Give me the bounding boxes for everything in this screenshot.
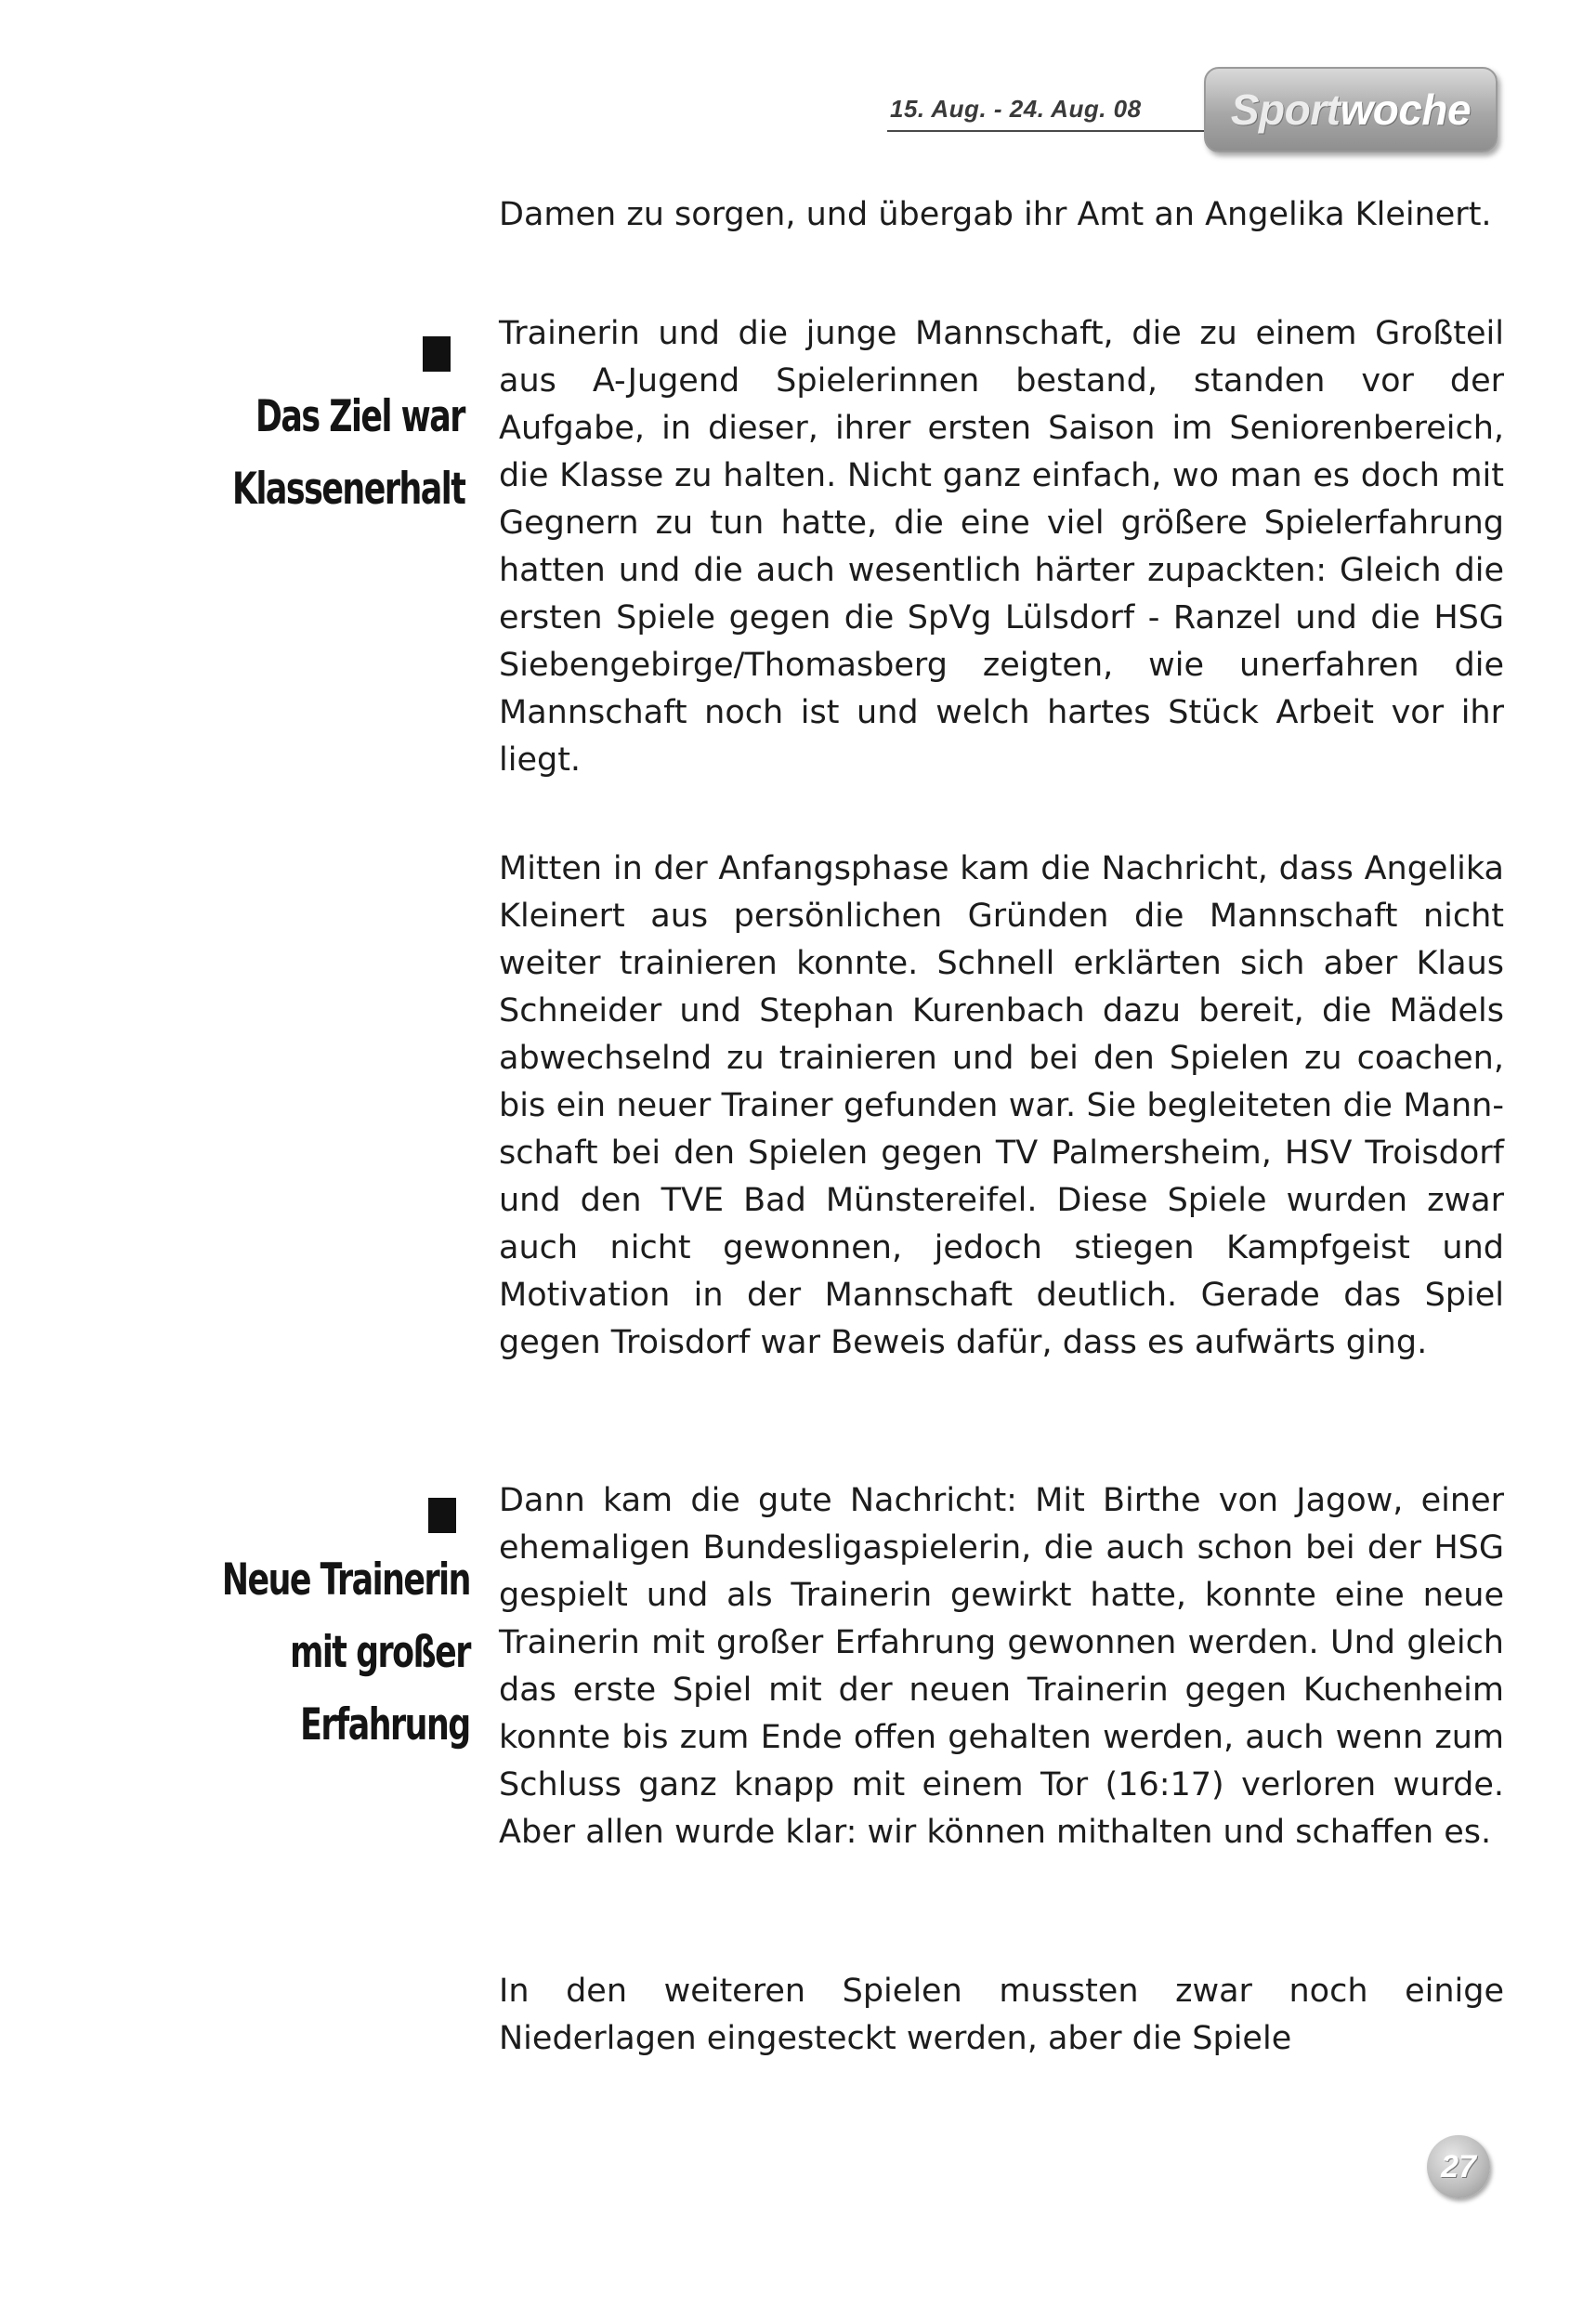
sidebar-heading-1 [139,381,464,530]
sidebar-heading-line: mit großer [290,1627,470,1678]
page-number-badge: 27 [1427,2135,1490,2198]
sidebar-heading-line: Erfahrung [300,1699,470,1751]
article-paragraph [499,191,1504,239]
logo-text-woche: woche [1340,85,1472,134]
paragraph-text: Dann kam die gute Nachricht: Mit Birthe von Jagow, einer ehemaligen Bundesligaspielerin, die auch schon bei der HSG gespielt und als Trainerin gewirkt hatte, konnte eine neue Trainerin mit großer Erfahrung gewonnen werden. Und gleich das erste Spiel mit der neuen Trainerin gegen Kuchenheim konnte bis zum Ende offen gehalten werden, auch wenn zum Schluss ganz knapp mit einem Tor (16:17) verloren wurde. Aber allen wurde klar: wir können mithalten und schaffen es. [499,1482,1504,1851]
sidebar-heading-line: Neue Trainerin [221,1554,470,1606]
logo-text-sport: Sport [1230,85,1341,134]
paragraph-text: In den weiteren Spielen mussten zwar noch einige Niederlagen eingesteckt werden, aber die Spiele [499,1973,1504,2057]
heading-bullet-icon [423,336,451,372]
sidebar-heading-line: Klassenerhalt [231,464,464,515]
article-paragraph [499,846,1504,1367]
article-paragraph [499,310,1504,784]
header-rule [887,130,1212,132]
paragraph-text: Trainerin und die junge Mannschaft, die zu einem Großteil aus A-Jugend Spielerinnen bestand, standen vor der Aufgabe, in dieser, ihrer ersten Saison im Seniorenbereich, die Klasse zu halten. Nicht ganz einfach, wo man es doch mit Gegnern zu tun hatte, die eine viel größere Spielerfahrung hatten und die auch wesentlich härter zupackten: Gleich die ersten Spiele gegen die SpVg Lülsdorf - Ranzel und die HSG Siebengebirge/Thomasberg zeigten, wie unerfahren die Mannschaft noch ist und welch hartes Stück Arbeit vor ihr liegt. [499,315,1504,779]
sidebar-heading-2 [139,1544,470,1767]
heading-bullet-icon [428,1498,456,1533]
article-paragraph [499,1968,1504,2063]
sportwoche-logo [1204,67,1498,152]
sidebar-heading-line: Das Ziel war [255,391,464,442]
paragraph-text: Mitten in der Anfangsphase kam die Nachricht, dass Angelika Kleinert aus persönlichen Gründen die Mannschaft nicht weiter trainieren konnte. Schnell erklärten sich aber Klaus Schneider und Stephan Kurenbach dazu bereit, die Mädels abwechselnd zu trainieren und bei den Spielen zu coachen, bis ein neuer Trainer gefunden war. Sie begleiteten die Mannschaft bei den Spielen gegen TV Palmersheim, HSV Troisdorf und den TVE Bad Münstereifel. Diese Spiele wurden zwar auch nicht gewonnen, jedoch stiegen Kampfgeist und Motivation in der Mannschaft deutlich. Gerade das Spiel gegen Troisdorf war Beweis dafür, dass es aufwärts ging. [499,850,1504,1361]
issue-date-range: 15. Aug. - 24. Aug. 08 [890,95,1142,123]
paragraph-text: Damen zu sorgen, und übergab ihr Amt an Angelika Kleinert. [499,196,1492,233]
article-paragraph [499,1477,1504,1856]
